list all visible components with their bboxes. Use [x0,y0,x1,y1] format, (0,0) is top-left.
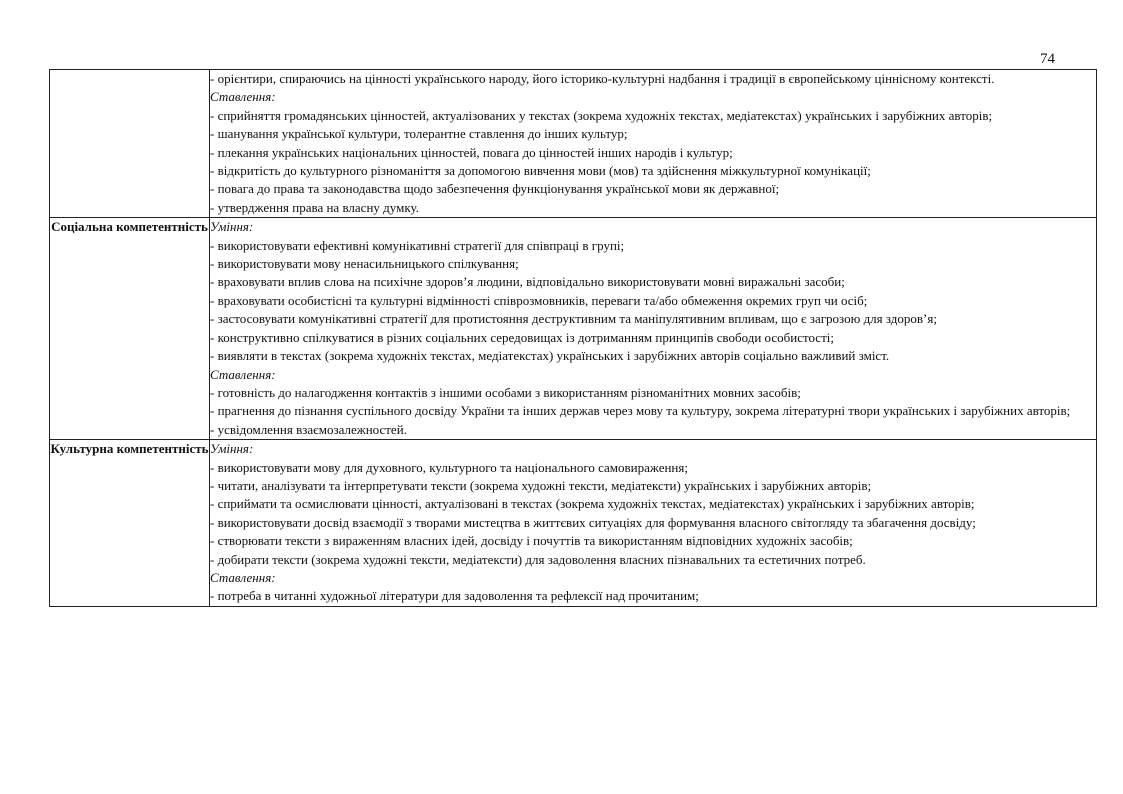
table-body [50,70,1097,607]
page-number: 74 [1040,51,1055,67]
list-item: - створювати тексти з вираженням власних ідей, досвіду і почуттів та використанням відповідних художніх засобів; [210,533,853,549]
list-item: - шанування української культури, толерантне ставлення до інших культур; [210,126,628,142]
list-item: - сприймати та осмислювати цінності, актуалізовані в текстах (зокрема художніх текстах, медіатекстах) українських і зарубіжних авторів; [210,496,975,512]
table-row [50,70,1097,218]
section-heading: Уміння: [210,441,254,457]
list-item: - потреба в читанні художньої літератури для задоволення та рефлексії над прочитаним; [210,588,699,604]
competency-table [49,69,1097,607]
competency-content [210,70,1097,218]
section-heading: Ставлення: [210,569,276,585]
list-item: - використовувати досвід взаємодії з творами мистецтва в життєвих ситуаціях для формування власного світогляду та збагачення досвіду; [210,514,976,530]
list-item: - використовувати мову ненасильницького спілкування; [210,256,519,272]
list-item: - прагнення до пізнання суспільного досвіду України та інших держав через мову та культуру, зокрема літературні твори українських і зарубіжних авторів; [210,403,1071,419]
competency-name: Культурна компетентність [50,440,210,607]
list-item: - добирати тексти (зокрема художні тексти, медіатексти) для задоволення власних пізнавальних та естетичних потреб. [210,551,866,567]
list-item: - читати, аналізувати та інтерпретувати тексти (зокрема художні тексти, медіатексти) українських і зарубіжних авторів; [210,477,872,493]
competency-name [50,70,210,218]
competency-name: Соціальна компетентність [50,218,210,440]
section-heading: Ставлення: [210,366,276,382]
list-item: - плекання українських національних цінностей, повага до цінностей інших народів і культур; [210,144,733,160]
list-item: - враховувати вплив слова на психічне здоров’я людини, відповідально використовувати мовні виражальні засоби; [210,274,845,290]
list-item: - утвердження права на власну думку. [210,199,419,215]
section-heading: Уміння: [210,219,254,235]
list-item: - сприйняття громадянських цінностей, актуалізованих у текстах (зокрема художніх текстах, медіатекстах) українських і зарубіжних авторів; [210,107,993,123]
list-item: - застосовувати комунікативні стратегії для протистояння деструктивним та маніпулятивним впливам, що є загрозою для здоров’я; [210,311,937,327]
competency-content [210,218,1097,440]
list-item: - використовувати мову для духовного, культурного та національного самовираження; [210,459,688,475]
section-heading: Ставлення: [210,89,276,105]
list-item: - враховувати особистісні та культурні відмінності співрозмовників, переваги та/або обмеження окремих груп чи осіб; [210,292,868,308]
list-item: - повага до права та законодавства щодо забезпечення функціонування української мови як державної; [210,181,780,197]
list-item: - конструктивно спілкуватися в різних соціальних середовищах із дотриманням принципів свободи особистості; [210,329,834,345]
list-item: - відкритість до культурного різноманіття за допомогою вивчення мови (мов) та здійснення міжкультурної комунікації; [210,163,871,179]
table-row [50,440,1097,607]
list-item: - орієнтири, спираючись на цінності українського народу, його історико-культурні надбання і традиції в європейському ціннісному контексті. [210,71,995,86]
list-item: - готовність до налагодження контактів з іншими особами з використанням різноманітних мовних засобів; [210,384,801,400]
competency-content [210,440,1097,607]
list-item: - усвідомлення взаємозалежностей. [210,421,407,437]
list-item: - виявляти в текстах (зокрема художніх текстах, медіатекстах) українських і зарубіжних авторів соціально важливий зміст. [210,348,890,364]
list-item: - використовувати ефективні комунікативні стратегії для співпраці в групі; [210,237,625,253]
table-row [50,218,1097,440]
